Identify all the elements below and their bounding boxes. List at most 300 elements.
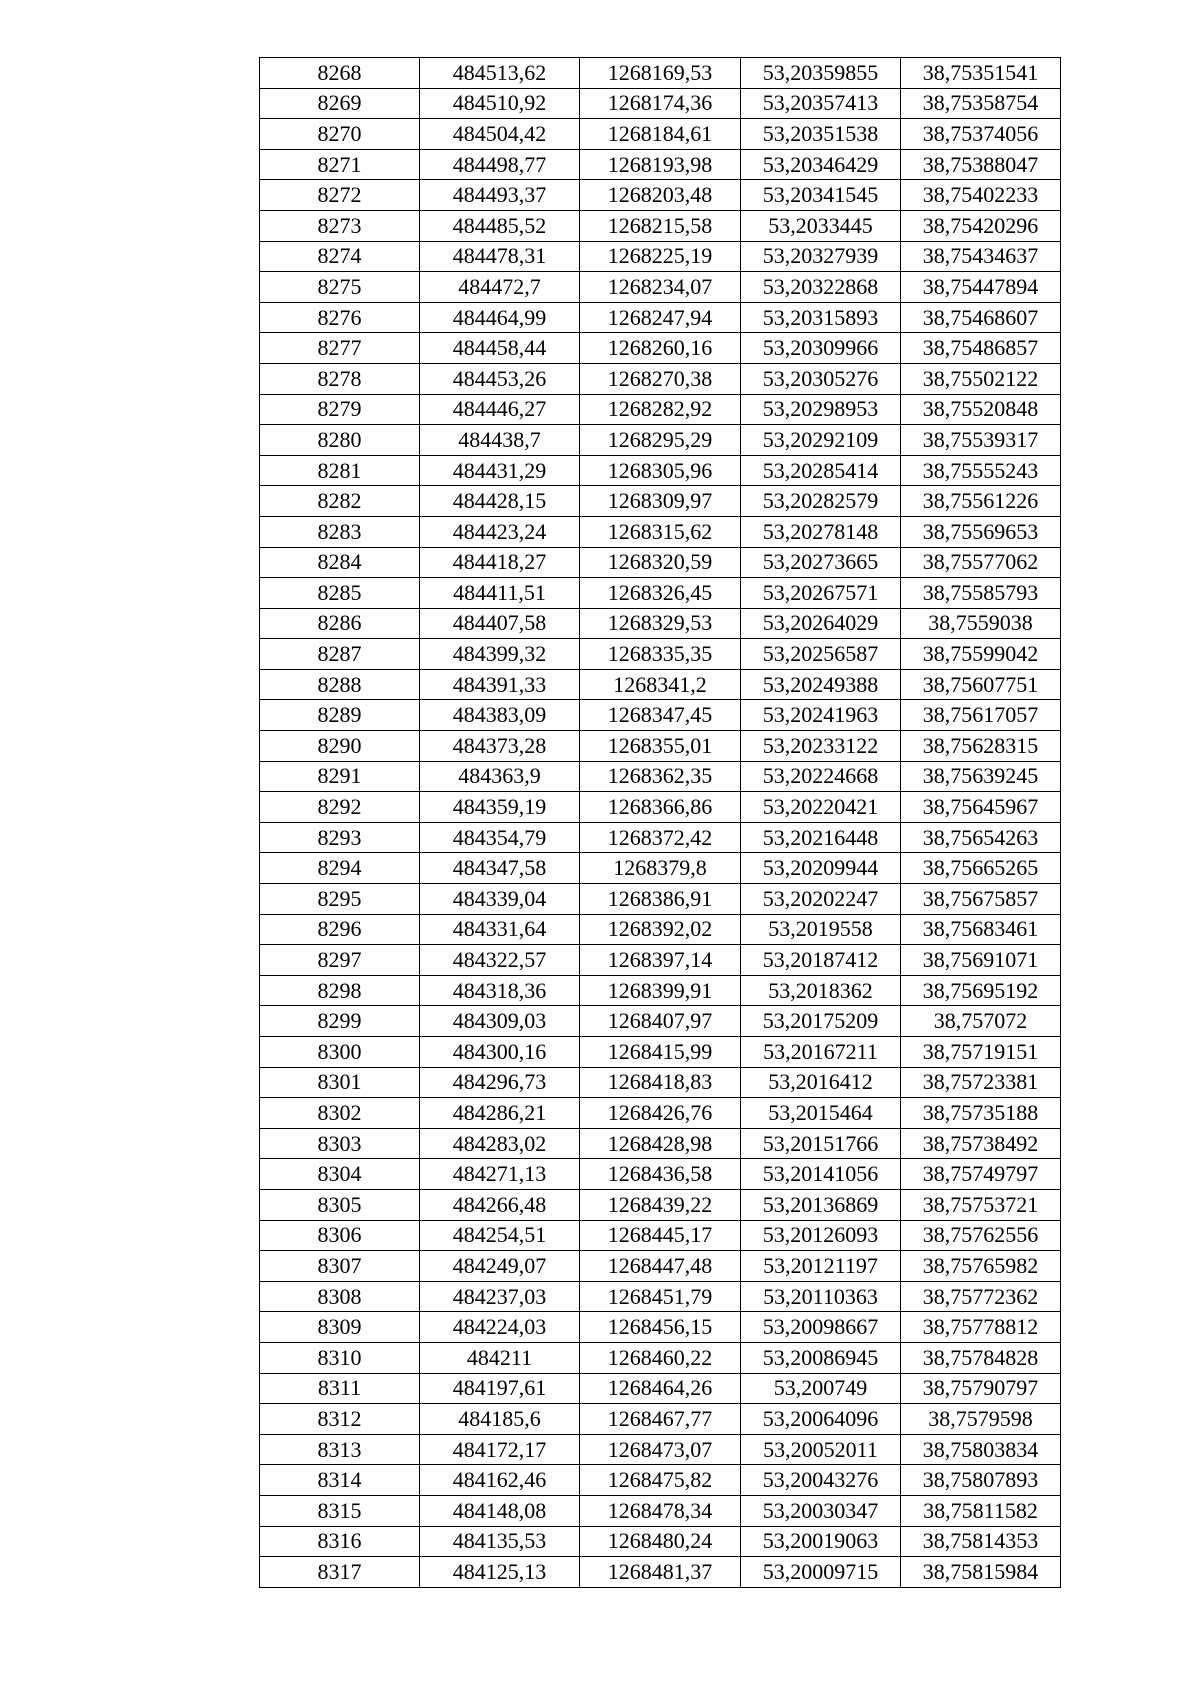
y-coordinate-cell: 1268203,48	[580, 180, 741, 211]
table-row	[260, 455, 1061, 486]
table-row	[260, 333, 1061, 364]
longitude-cell: 38,75402233	[901, 180, 1061, 211]
table-row	[260, 792, 1061, 823]
latitude-cell: 53,20086945	[741, 1342, 901, 1373]
y-coordinate-cell: 1268418,83	[580, 1067, 741, 1098]
y-coordinate-cell: 1268392,02	[580, 914, 741, 945]
latitude-cell: 53,20233122	[741, 731, 901, 762]
x-coordinate-cell: 484438,7	[420, 425, 580, 456]
x-coordinate-cell: 484331,64	[420, 914, 580, 945]
x-coordinate-cell: 484172,17	[420, 1434, 580, 1465]
x-coordinate-cell: 484493,37	[420, 180, 580, 211]
x-coordinate-cell: 484296,73	[420, 1067, 580, 1098]
latitude-cell: 53,20249388	[741, 669, 901, 700]
table-row	[260, 1037, 1061, 1068]
longitude-cell: 38,75486857	[901, 333, 1061, 364]
latitude-cell: 53,20141056	[741, 1159, 901, 1190]
latitude-cell: 53,2019558	[741, 914, 901, 945]
latitude-cell: 53,20305276	[741, 363, 901, 394]
point-number-cell: 8288	[260, 669, 420, 700]
latitude-cell: 53,20202247	[741, 884, 901, 915]
latitude-cell: 53,20241963	[741, 700, 901, 731]
y-coordinate-cell: 1268439,22	[580, 1189, 741, 1220]
table-row	[260, 945, 1061, 976]
point-number-cell: 8282	[260, 486, 420, 517]
y-coordinate-cell: 1268467,77	[580, 1404, 741, 1435]
latitude-cell: 53,2016412	[741, 1067, 901, 1098]
y-coordinate-cell: 1268169,53	[580, 58, 741, 89]
table-row	[260, 1251, 1061, 1282]
point-number-cell: 8296	[260, 914, 420, 945]
point-number-cell: 8278	[260, 363, 420, 394]
x-coordinate-cell: 484423,24	[420, 516, 580, 547]
x-coordinate-cell: 484300,16	[420, 1037, 580, 1068]
longitude-cell: 38,75607751	[901, 669, 1061, 700]
latitude-cell: 53,20052011	[741, 1434, 901, 1465]
latitude-cell: 53,20285414	[741, 455, 901, 486]
point-number-cell: 8284	[260, 547, 420, 578]
table-row	[260, 853, 1061, 884]
y-coordinate-cell: 1268478,34	[580, 1495, 741, 1526]
y-coordinate-cell: 1268436,58	[580, 1159, 741, 1190]
longitude-cell: 38,75434637	[901, 241, 1061, 272]
coordinates-table	[259, 57, 1061, 1588]
x-coordinate-cell: 484399,32	[420, 639, 580, 670]
table-row	[260, 975, 1061, 1006]
x-coordinate-cell: 484510,92	[420, 88, 580, 119]
y-coordinate-cell: 1268456,15	[580, 1312, 741, 1343]
x-coordinate-cell: 484513,62	[420, 58, 580, 89]
point-number-cell: 8299	[260, 1006, 420, 1037]
table-row	[260, 1557, 1061, 1588]
longitude-cell: 38,75719151	[901, 1037, 1061, 1068]
point-number-cell: 8292	[260, 792, 420, 823]
y-coordinate-cell: 1268305,96	[580, 455, 741, 486]
table-row	[260, 608, 1061, 639]
table-row	[260, 1434, 1061, 1465]
x-coordinate-cell: 484211	[420, 1342, 580, 1373]
table-row	[260, 272, 1061, 303]
latitude-cell: 53,20220421	[741, 792, 901, 823]
latitude-cell: 53,20327939	[741, 241, 901, 272]
table-row	[260, 180, 1061, 211]
y-coordinate-cell: 1268184,61	[580, 119, 741, 150]
latitude-cell: 53,20151766	[741, 1128, 901, 1159]
longitude-cell: 38,75388047	[901, 149, 1061, 180]
x-coordinate-cell: 484185,6	[420, 1404, 580, 1435]
x-coordinate-cell: 484266,48	[420, 1189, 580, 1220]
table-row	[260, 669, 1061, 700]
x-coordinate-cell: 484283,02	[420, 1128, 580, 1159]
table-row	[260, 822, 1061, 853]
point-number-cell: 8300	[260, 1037, 420, 1068]
latitude-cell: 53,20030347	[741, 1495, 901, 1526]
y-coordinate-cell: 1268399,91	[580, 975, 741, 1006]
x-coordinate-cell: 484148,08	[420, 1495, 580, 1526]
longitude-cell: 38,75358754	[901, 88, 1061, 119]
x-coordinate-cell: 484446,27	[420, 394, 580, 425]
x-coordinate-cell: 484135,53	[420, 1526, 580, 1557]
point-number-cell: 8309	[260, 1312, 420, 1343]
x-coordinate-cell: 484418,27	[420, 547, 580, 578]
latitude-cell: 53,2015464	[741, 1098, 901, 1129]
table-row	[260, 363, 1061, 394]
coordinates-table-body	[260, 58, 1061, 1588]
longitude-cell: 38,75807893	[901, 1465, 1061, 1496]
latitude-cell: 53,20273665	[741, 547, 901, 578]
longitude-cell: 38,75420296	[901, 210, 1061, 241]
longitude-cell: 38,75749797	[901, 1159, 1061, 1190]
latitude-cell: 53,20309966	[741, 333, 901, 364]
x-coordinate-cell: 484224,03	[420, 1312, 580, 1343]
x-coordinate-cell: 484359,19	[420, 792, 580, 823]
x-coordinate-cell: 484407,58	[420, 608, 580, 639]
point-number-cell: 8285	[260, 578, 420, 609]
latitude-cell: 53,20256587	[741, 639, 901, 670]
x-coordinate-cell: 484363,9	[420, 761, 580, 792]
longitude-cell: 38,75778812	[901, 1312, 1061, 1343]
table-row	[260, 1312, 1061, 1343]
latitude-cell: 53,20351538	[741, 119, 901, 150]
latitude-cell: 53,20098667	[741, 1312, 901, 1343]
longitude-cell: 38,7579598	[901, 1404, 1061, 1435]
point-number-cell: 8314	[260, 1465, 420, 1496]
longitude-cell: 38,75520848	[901, 394, 1061, 425]
point-number-cell: 8273	[260, 210, 420, 241]
table-row	[260, 1006, 1061, 1037]
point-number-cell: 8281	[260, 455, 420, 486]
y-coordinate-cell: 1268315,62	[580, 516, 741, 547]
point-number-cell: 8276	[260, 302, 420, 333]
longitude-cell: 38,75815984	[901, 1557, 1061, 1588]
table-row	[260, 394, 1061, 425]
y-coordinate-cell: 1268234,07	[580, 272, 741, 303]
table-row	[260, 241, 1061, 272]
latitude-cell: 53,200749	[741, 1373, 901, 1404]
y-coordinate-cell: 1268407,97	[580, 1006, 741, 1037]
longitude-cell: 38,75617057	[901, 700, 1061, 731]
point-number-cell: 8279	[260, 394, 420, 425]
table-row	[260, 486, 1061, 517]
table-row	[260, 1067, 1061, 1098]
longitude-cell: 38,75665265	[901, 853, 1061, 884]
x-coordinate-cell: 484271,13	[420, 1159, 580, 1190]
latitude-cell: 53,20322868	[741, 272, 901, 303]
latitude-cell: 53,20019063	[741, 1526, 901, 1557]
y-coordinate-cell: 1268460,22	[580, 1342, 741, 1373]
table-row	[260, 1159, 1061, 1190]
y-coordinate-cell: 1268260,16	[580, 333, 741, 364]
longitude-cell: 38,75468607	[901, 302, 1061, 333]
longitude-cell: 38,75753721	[901, 1189, 1061, 1220]
point-number-cell: 8283	[260, 516, 420, 547]
y-coordinate-cell: 1268366,86	[580, 792, 741, 823]
y-coordinate-cell: 1268347,45	[580, 700, 741, 731]
point-number-cell: 8304	[260, 1159, 420, 1190]
x-coordinate-cell: 484318,36	[420, 975, 580, 1006]
x-coordinate-cell: 484428,15	[420, 486, 580, 517]
y-coordinate-cell: 1268464,26	[580, 1373, 741, 1404]
latitude-cell: 53,20216448	[741, 822, 901, 853]
y-coordinate-cell: 1268309,97	[580, 486, 741, 517]
y-coordinate-cell: 1268193,98	[580, 149, 741, 180]
longitude-cell: 38,75691071	[901, 945, 1061, 976]
y-coordinate-cell: 1268372,42	[580, 822, 741, 853]
table-row	[260, 1495, 1061, 1526]
longitude-cell: 38,75539317	[901, 425, 1061, 456]
point-number-cell: 8280	[260, 425, 420, 456]
x-coordinate-cell: 484197,61	[420, 1373, 580, 1404]
y-coordinate-cell: 1268335,35	[580, 639, 741, 670]
x-coordinate-cell: 484237,03	[420, 1281, 580, 1312]
longitude-cell: 38,75683461	[901, 914, 1061, 945]
latitude-cell: 53,20298953	[741, 394, 901, 425]
longitude-cell: 38,75628315	[901, 731, 1061, 762]
latitude-cell: 53,20224668	[741, 761, 901, 792]
longitude-cell: 38,75569653	[901, 516, 1061, 547]
table-row	[260, 58, 1061, 89]
point-number-cell: 8269	[260, 88, 420, 119]
point-number-cell: 8302	[260, 1098, 420, 1129]
x-coordinate-cell: 484431,29	[420, 455, 580, 486]
latitude-cell: 53,20126093	[741, 1220, 901, 1251]
y-coordinate-cell: 1268451,79	[580, 1281, 741, 1312]
latitude-cell: 53,2033445	[741, 210, 901, 241]
point-number-cell: 8287	[260, 639, 420, 670]
x-coordinate-cell: 484162,46	[420, 1465, 580, 1496]
x-coordinate-cell: 484383,09	[420, 700, 580, 731]
point-number-cell: 8274	[260, 241, 420, 272]
x-coordinate-cell: 484472,7	[420, 272, 580, 303]
x-coordinate-cell: 484125,13	[420, 1557, 580, 1588]
longitude-cell: 38,7559038	[901, 608, 1061, 639]
latitude-cell: 53,20209944	[741, 853, 901, 884]
latitude-cell: 53,20278148	[741, 516, 901, 547]
longitude-cell: 38,75374056	[901, 119, 1061, 150]
longitude-cell: 38,75555243	[901, 455, 1061, 486]
latitude-cell: 53,20136869	[741, 1189, 901, 1220]
y-coordinate-cell: 1268428,98	[580, 1128, 741, 1159]
table-row	[260, 761, 1061, 792]
longitude-cell: 38,75639245	[901, 761, 1061, 792]
y-coordinate-cell: 1268326,45	[580, 578, 741, 609]
table-row	[260, 425, 1061, 456]
table-row	[260, 1342, 1061, 1373]
longitude-cell: 38,75738492	[901, 1128, 1061, 1159]
x-coordinate-cell: 484453,26	[420, 363, 580, 394]
x-coordinate-cell: 484485,52	[420, 210, 580, 241]
table-row	[260, 700, 1061, 731]
point-number-cell: 8295	[260, 884, 420, 915]
latitude-cell: 53,20043276	[741, 1465, 901, 1496]
table-row	[260, 302, 1061, 333]
latitude-cell: 53,20346429	[741, 149, 901, 180]
table-row	[260, 1220, 1061, 1251]
y-coordinate-cell: 1268225,19	[580, 241, 741, 272]
table-row	[260, 516, 1061, 547]
longitude-cell: 38,75585793	[901, 578, 1061, 609]
longitude-cell: 38,75735188	[901, 1098, 1061, 1129]
table-row	[260, 210, 1061, 241]
point-number-cell: 8298	[260, 975, 420, 1006]
point-number-cell: 8310	[260, 1342, 420, 1373]
latitude-cell: 53,20292109	[741, 425, 901, 456]
longitude-cell: 38,75654263	[901, 822, 1061, 853]
longitude-cell: 38,75814353	[901, 1526, 1061, 1557]
table-row	[260, 1128, 1061, 1159]
x-coordinate-cell: 484498,77	[420, 149, 580, 180]
point-number-cell: 8272	[260, 180, 420, 211]
longitude-cell: 38,75790797	[901, 1373, 1061, 1404]
y-coordinate-cell: 1268355,01	[580, 731, 741, 762]
point-number-cell: 8275	[260, 272, 420, 303]
table-row	[260, 1465, 1061, 1496]
y-coordinate-cell: 1268473,07	[580, 1434, 741, 1465]
table-row	[260, 914, 1061, 945]
longitude-cell: 38,75645967	[901, 792, 1061, 823]
longitude-cell: 38,757072	[901, 1006, 1061, 1037]
latitude-cell: 53,20187412	[741, 945, 901, 976]
latitude-cell: 53,20110363	[741, 1281, 901, 1312]
x-coordinate-cell: 484322,57	[420, 945, 580, 976]
y-coordinate-cell: 1268341,2	[580, 669, 741, 700]
x-coordinate-cell: 484254,51	[420, 1220, 580, 1251]
table-row	[260, 1404, 1061, 1435]
longitude-cell: 38,75447894	[901, 272, 1061, 303]
longitude-cell: 38,75811582	[901, 1495, 1061, 1526]
point-number-cell: 8303	[260, 1128, 420, 1159]
y-coordinate-cell: 1268320,59	[580, 547, 741, 578]
latitude-cell: 53,2018362	[741, 975, 901, 1006]
y-coordinate-cell: 1268295,29	[580, 425, 741, 456]
x-coordinate-cell: 484354,79	[420, 822, 580, 853]
y-coordinate-cell: 1268415,99	[580, 1037, 741, 1068]
point-number-cell: 8305	[260, 1189, 420, 1220]
table-row	[260, 149, 1061, 180]
x-coordinate-cell: 484339,04	[420, 884, 580, 915]
point-number-cell: 8301	[260, 1067, 420, 1098]
point-number-cell: 8291	[260, 761, 420, 792]
table-row	[260, 578, 1061, 609]
x-coordinate-cell: 484458,44	[420, 333, 580, 364]
latitude-cell: 53,20264029	[741, 608, 901, 639]
table-row	[260, 1373, 1061, 1404]
latitude-cell: 53,20121197	[741, 1251, 901, 1282]
latitude-cell: 53,20359855	[741, 58, 901, 89]
point-number-cell: 8277	[260, 333, 420, 364]
latitude-cell: 53,20341545	[741, 180, 901, 211]
point-number-cell: 8297	[260, 945, 420, 976]
latitude-cell: 53,20315893	[741, 302, 901, 333]
longitude-cell: 38,75577062	[901, 547, 1061, 578]
point-number-cell: 8316	[260, 1526, 420, 1557]
point-number-cell: 8315	[260, 1495, 420, 1526]
y-coordinate-cell: 1268481,37	[580, 1557, 741, 1588]
y-coordinate-cell: 1268426,76	[580, 1098, 741, 1129]
x-coordinate-cell: 484504,42	[420, 119, 580, 150]
point-number-cell: 8308	[260, 1281, 420, 1312]
table-row	[260, 88, 1061, 119]
point-number-cell: 8307	[260, 1251, 420, 1282]
point-number-cell: 8293	[260, 822, 420, 853]
latitude-cell: 53,20175209	[741, 1006, 901, 1037]
longitude-cell: 38,75599042	[901, 639, 1061, 670]
longitude-cell: 38,75803834	[901, 1434, 1061, 1465]
table-row	[260, 731, 1061, 762]
y-coordinate-cell: 1268386,91	[580, 884, 741, 915]
point-number-cell: 8313	[260, 1434, 420, 1465]
point-number-cell: 8268	[260, 58, 420, 89]
table-row	[260, 1281, 1061, 1312]
longitude-cell: 38,75675857	[901, 884, 1061, 915]
y-coordinate-cell: 1268397,14	[580, 945, 741, 976]
latitude-cell: 53,20357413	[741, 88, 901, 119]
x-coordinate-cell: 484478,31	[420, 241, 580, 272]
table-row	[260, 1189, 1061, 1220]
latitude-cell: 53,20167211	[741, 1037, 901, 1068]
y-coordinate-cell: 1268282,92	[580, 394, 741, 425]
longitude-cell: 38,75765982	[901, 1251, 1061, 1282]
y-coordinate-cell: 1268445,17	[580, 1220, 741, 1251]
y-coordinate-cell: 1268447,48	[580, 1251, 741, 1282]
table-row	[260, 884, 1061, 915]
y-coordinate-cell: 1268329,53	[580, 608, 741, 639]
y-coordinate-cell: 1268480,24	[580, 1526, 741, 1557]
y-coordinate-cell: 1268247,94	[580, 302, 741, 333]
latitude-cell: 53,20267571	[741, 578, 901, 609]
longitude-cell: 38,75723381	[901, 1067, 1061, 1098]
latitude-cell: 53,20282579	[741, 486, 901, 517]
y-coordinate-cell: 1268362,35	[580, 761, 741, 792]
point-number-cell: 8270	[260, 119, 420, 150]
table-row	[260, 1526, 1061, 1557]
point-number-cell: 8306	[260, 1220, 420, 1251]
x-coordinate-cell: 484249,07	[420, 1251, 580, 1282]
x-coordinate-cell: 484286,21	[420, 1098, 580, 1129]
x-coordinate-cell: 484309,03	[420, 1006, 580, 1037]
x-coordinate-cell: 484391,33	[420, 669, 580, 700]
point-number-cell: 8290	[260, 731, 420, 762]
latitude-cell: 53,20009715	[741, 1557, 901, 1588]
y-coordinate-cell: 1268215,58	[580, 210, 741, 241]
y-coordinate-cell: 1268379,8	[580, 853, 741, 884]
x-coordinate-cell: 484411,51	[420, 578, 580, 609]
x-coordinate-cell: 484373,28	[420, 731, 580, 762]
longitude-cell: 38,75561226	[901, 486, 1061, 517]
point-number-cell: 8271	[260, 149, 420, 180]
table-row	[260, 119, 1061, 150]
point-number-cell: 8294	[260, 853, 420, 884]
y-coordinate-cell: 1268174,36	[580, 88, 741, 119]
longitude-cell: 38,75502122	[901, 363, 1061, 394]
longitude-cell: 38,75351541	[901, 58, 1061, 89]
point-number-cell: 8286	[260, 608, 420, 639]
point-number-cell: 8317	[260, 1557, 420, 1588]
point-number-cell: 8311	[260, 1373, 420, 1404]
longitude-cell: 38,75695192	[901, 975, 1061, 1006]
latitude-cell: 53,20064096	[741, 1404, 901, 1435]
longitude-cell: 38,75772362	[901, 1281, 1061, 1312]
longitude-cell: 38,75784828	[901, 1342, 1061, 1373]
point-number-cell: 8312	[260, 1404, 420, 1435]
point-number-cell: 8289	[260, 700, 420, 731]
y-coordinate-cell: 1268270,38	[580, 363, 741, 394]
table-row	[260, 547, 1061, 578]
table-row	[260, 1098, 1061, 1129]
x-coordinate-cell: 484464,99	[420, 302, 580, 333]
y-coordinate-cell: 1268475,82	[580, 1465, 741, 1496]
longitude-cell: 38,75762556	[901, 1220, 1061, 1251]
